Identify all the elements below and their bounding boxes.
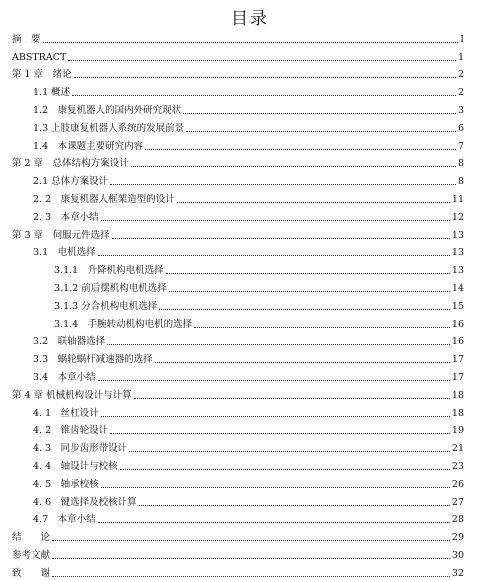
toc-entry-title: 第 1 章 绪论 — [12, 69, 72, 81]
dot-leader — [186, 130, 456, 132]
toc-entry-page: 21 — [451, 443, 464, 455]
dot-leader — [43, 41, 459, 43]
toc-entry[interactable] — [12, 188, 464, 206]
dot-leader — [98, 379, 450, 381]
dot-leader — [169, 290, 450, 292]
dot-leader — [166, 272, 450, 274]
table-of-contents — [12, 28, 464, 580]
toc-entry-page: 17 — [451, 354, 464, 366]
toc-entry-title: 4. 6 键选择及校核计算 — [33, 496, 137, 508]
toc-entry[interactable] — [12, 277, 464, 295]
toc-entry-page: I — [460, 33, 464, 45]
dot-leader — [52, 575, 450, 577]
toc-entry-title: 1.2 康复机器人的国内外研究现状 — [33, 104, 182, 116]
toc-entry[interactable] — [12, 153, 464, 171]
toc-entry[interactable] — [12, 331, 464, 349]
toc-entry[interactable] — [12, 117, 464, 135]
toc-entry-title: 1.1 概述 — [33, 87, 71, 99]
toc-entry[interactable] — [12, 224, 464, 242]
dot-leader — [183, 112, 456, 114]
toc-entry[interactable] — [12, 135, 464, 153]
toc-entry-title: 致 谢 — [12, 567, 51, 579]
toc-entry[interactable] — [12, 384, 464, 402]
toc-entry[interactable] — [12, 46, 464, 64]
dot-leader — [101, 219, 450, 221]
toc-entry-title: 2. 2 康复机器人框架造型的设计 — [33, 193, 175, 205]
toc-entry-title: 3.1 电机选择 — [33, 247, 96, 259]
toc-entry[interactable] — [12, 81, 464, 99]
toc-entry-page: 6 — [457, 122, 464, 134]
toc-entry-page: 13 — [451, 247, 464, 259]
page-title: 目录 — [231, 9, 269, 29]
toc-entry-title: ABSTRACT — [12, 51, 67, 63]
dot-leader — [52, 539, 450, 541]
toc-entry[interactable] — [12, 455, 464, 473]
toc-entry-page: 8 — [457, 158, 464, 170]
toc-entry-page: 23 — [451, 460, 464, 472]
toc-entry[interactable] — [12, 509, 464, 527]
toc-entry-title: 2.1 总体方案设计 — [33, 176, 109, 188]
toc-entry-page: 30 — [451, 549, 464, 561]
dot-leader — [110, 183, 456, 185]
toc-entry[interactable] — [12, 526, 464, 544]
toc-entry-page: 18 — [451, 407, 464, 419]
toc-entry-title: 4. 2 锥齿轮设计 — [33, 425, 109, 437]
toc-entry[interactable] — [12, 295, 464, 313]
toc-entry-title: 参考文献 — [12, 549, 51, 561]
toc-entry-title: 第 4 章 机械机构设计与计算 — [12, 389, 132, 401]
toc-entry-title: 1.3 上肢康复机器人系统的发展前景 — [33, 122, 185, 134]
toc-entry-title: 摘 要 — [12, 33, 41, 45]
toc-entry-page: 12 — [451, 211, 464, 223]
toc-entry-page: 18 — [451, 389, 464, 401]
dot-leader — [159, 308, 450, 310]
toc-entry-title: 4. 5 轴承校核 — [33, 478, 99, 490]
dot-leader — [194, 326, 450, 328]
toc-entry-title: 第 3 章 伺服元件选择 — [12, 229, 110, 241]
dot-leader — [155, 361, 450, 363]
toc-entry[interactable] — [12, 562, 464, 580]
toc-entry-page: 13 — [451, 265, 464, 277]
toc-entry-page: 13 — [451, 229, 464, 241]
toc-entry-page: 16 — [451, 318, 464, 330]
toc-entry-title: 3.4 本章小结 — [33, 371, 96, 383]
toc-entry[interactable] — [12, 437, 464, 455]
dot-leader — [110, 432, 450, 434]
toc-entry-title: 3.1.1 升降机构电机选择 — [54, 265, 164, 277]
toc-entry-title: 第 2 章 总体结构方案设计 — [12, 158, 129, 170]
toc-entry-title: 3.2 联轴器选择 — [33, 336, 106, 348]
dot-leader — [129, 450, 450, 452]
toc-entry-title: 4. 3 同步齿形带设计 — [33, 443, 128, 455]
dot-leader — [98, 521, 450, 523]
toc-entry[interactable] — [12, 313, 464, 331]
toc-entry[interactable] — [12, 473, 464, 491]
toc-entry-page: 2 — [457, 87, 464, 99]
toc-entry-title: 结 论 — [12, 532, 51, 544]
toc-entry[interactable] — [12, 491, 464, 509]
toc-entry[interactable] — [12, 242, 464, 260]
toc-entry[interactable] — [12, 420, 464, 438]
dot-leader — [68, 59, 456, 61]
toc-entry[interactable] — [12, 544, 464, 562]
toc-entry-page: 11 — [451, 193, 464, 205]
toc-entry-page: 28 — [451, 514, 464, 526]
toc-entry[interactable] — [12, 402, 464, 420]
toc-entry[interactable] — [12, 259, 464, 277]
dot-leader — [52, 557, 450, 559]
toc-entry-page: 19 — [451, 425, 464, 437]
dot-leader — [74, 76, 456, 78]
toc-entry-title: 4.7 本章小结 — [33, 514, 96, 526]
dot-leader — [101, 486, 450, 488]
toc-entry-title: 1.4 本课题主要研究内容 — [33, 140, 144, 152]
toc-entry-page: 27 — [451, 496, 464, 508]
toc-entry[interactable] — [12, 206, 464, 224]
dot-leader — [145, 148, 456, 150]
toc-entry[interactable] — [12, 366, 464, 384]
dot-leader — [139, 504, 450, 506]
dot-leader — [98, 254, 450, 256]
toc-entry-page: 14 — [451, 282, 464, 294]
toc-entry-title: 3.1.2 前后摆机构电机选择 — [54, 282, 167, 294]
dot-leader — [107, 343, 450, 345]
toc-entry[interactable] — [12, 170, 464, 188]
dot-leader — [120, 468, 450, 470]
toc-entry[interactable] — [12, 348, 464, 366]
dot-leader — [131, 165, 456, 167]
toc-entry-page: 7 — [457, 140, 464, 152]
toc-entry-page: 17 — [451, 371, 464, 383]
toc-entry-page: 32 — [451, 567, 464, 579]
toc-entry-page: 29 — [451, 532, 464, 544]
dot-leader — [112, 237, 450, 239]
toc-entry[interactable] — [12, 28, 464, 46]
toc-entry-title: 4. 4 轴设计与校核 — [33, 460, 118, 472]
toc-entry[interactable] — [12, 64, 464, 82]
toc-entry-title: 3.1.4 手腕转动机构电机的选择 — [54, 318, 193, 330]
toc-entry-title: 3.1.3 分合机构电机选择 — [54, 300, 158, 312]
toc-entry-title: 3.3 蜗轮蜗杆减速器的选择 — [33, 354, 153, 366]
toc-entry-page: 1 — [457, 51, 464, 63]
dot-leader — [101, 415, 450, 417]
toc-entry-page: 26 — [451, 478, 464, 490]
toc-entry-page: 2 — [457, 69, 464, 81]
toc-entry-page: 16 — [451, 336, 464, 348]
toc-entry-page: 8 — [457, 176, 464, 188]
toc-entry-title: 4. 1 丝杠设计 — [33, 407, 99, 419]
toc-entry[interactable] — [12, 99, 464, 117]
dot-leader — [177, 201, 450, 203]
dot-leader — [72, 94, 456, 96]
dot-leader — [134, 397, 450, 399]
toc-entry-page: 15 — [451, 300, 464, 312]
toc-entry-page: 3 — [457, 104, 464, 116]
toc-entry-title: 2. 3 本章小结 — [33, 211, 99, 223]
